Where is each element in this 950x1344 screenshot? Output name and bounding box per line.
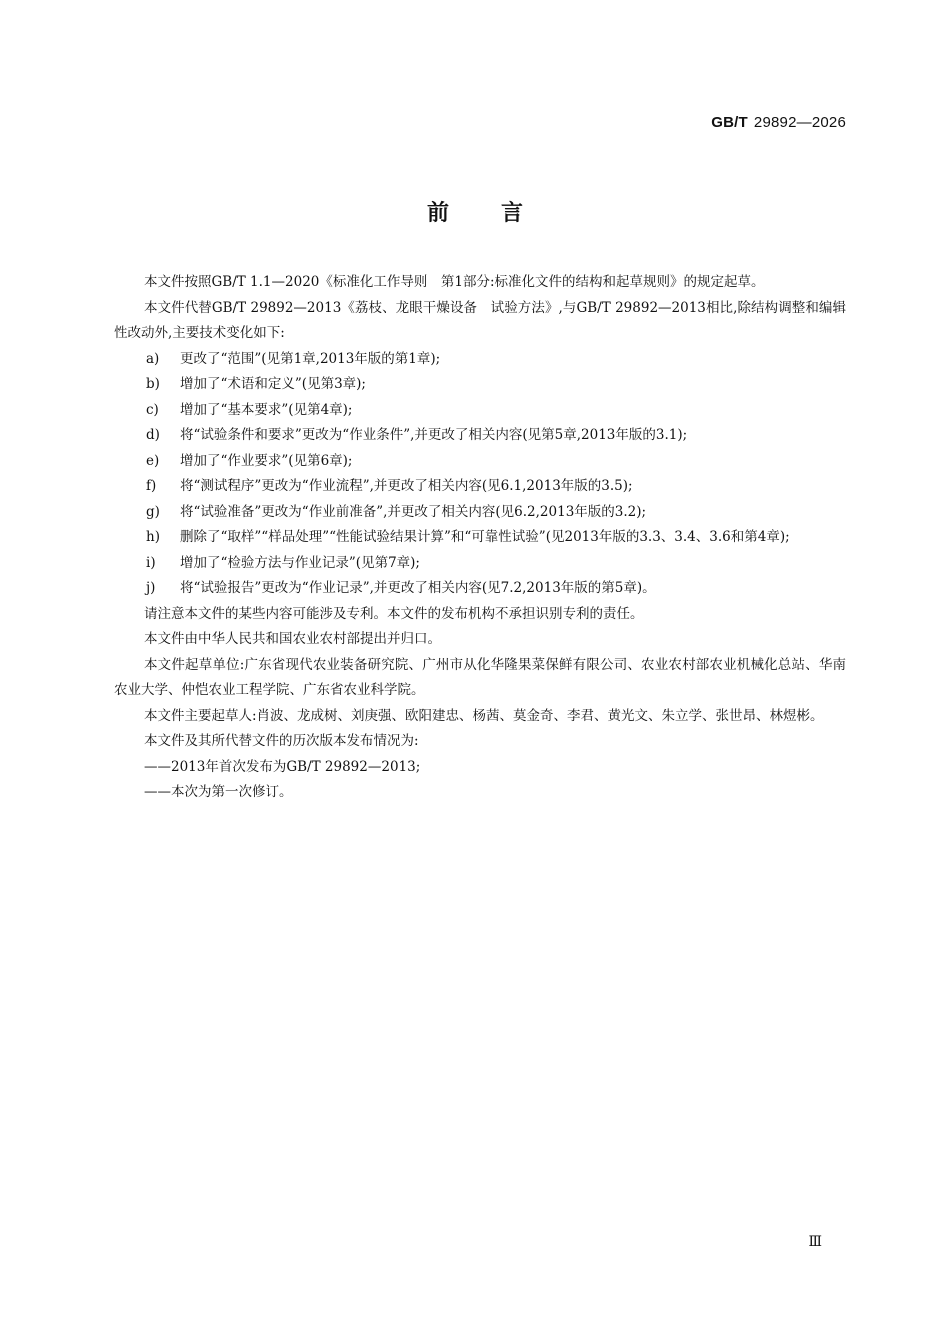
list-marker: j) xyxy=(146,580,156,596)
list-marker: i) xyxy=(146,554,156,571)
list-item xyxy=(114,372,846,398)
list-item xyxy=(114,398,846,424)
drafting-units: 本文件起草单位:广东省现代农业装备研究院、广州市从化华隆果菜保鲜有限公司、农业农村部农业机械化总站、华南农业大学、仲恺农业工程学院、广东省农业科学院。 xyxy=(114,656,846,698)
page-number: Ⅲ xyxy=(808,1234,822,1250)
list-item xyxy=(114,423,846,449)
standard-prefix: GB/T xyxy=(711,114,748,131)
list-item xyxy=(114,551,846,577)
list-text: 增加了“作业要求”(见第6章); xyxy=(180,452,353,469)
list-marker: e) xyxy=(146,452,160,469)
history-item: ——2013年首次发布为GB/T 29892—2013; xyxy=(144,758,421,775)
foreword-body xyxy=(114,270,846,806)
list-item xyxy=(114,500,846,526)
list-text: 增加了“基本要求”(见第4章); xyxy=(180,401,353,418)
list-marker: d) xyxy=(146,427,160,443)
proposer-statement: 本文件由中华人民共和国农业农村部提出并归口。 xyxy=(144,631,441,647)
list-marker: a) xyxy=(146,350,160,367)
list-marker: h) xyxy=(146,529,160,545)
list-item xyxy=(114,474,846,500)
list-item xyxy=(114,576,846,602)
list-marker: b) xyxy=(146,376,160,392)
list-text: 更改了“范围”(见第1章,2013年版的第1章); xyxy=(180,350,441,367)
list-text: 将“试验报告”更改为“作业记录”,并更改了相关内容(见7.2,2013年版的第5章)。 xyxy=(180,580,656,596)
list-marker: c) xyxy=(146,401,159,418)
list-item xyxy=(114,347,846,373)
standard-code: 29892—2026 xyxy=(753,114,846,131)
list-text: 增加了“检验方法与作业记录”(见第7章); xyxy=(180,554,420,571)
list-item xyxy=(114,449,846,475)
list-marker: f) xyxy=(146,478,157,494)
drafters: 本文件主要起草人:肖波、龙成树、刘庚强、欧阳建忠、杨茜、莫金奇、李君、黄光文、朱立学、张世昂、林煜彬。 xyxy=(144,707,824,724)
list-text: 将“试验准备”更改为“作业前准备”,并更改了相关内容(见6.2,2013年版的3.2); xyxy=(180,503,647,520)
list-text: 删除了“取样”“样品处理”“性能试验结果计算”和“可靠性试验”(见2013年版的3.3、3.4、3.6和第4章); xyxy=(180,529,790,545)
list-text: 将“试验条件和要求”更改为“作业条件”,并更改了相关内容(见第5章,2013年版的3.1); xyxy=(180,427,688,443)
history-item: ——本次为第一次修订。 xyxy=(144,784,293,800)
list-text: 增加了“术语和定义”(见第3章); xyxy=(180,376,366,392)
list-text: 将“测试程序”更改为“作业流程”,并更改了相关内容(见6.1,2013年版的3.5); xyxy=(180,478,633,494)
patent-notice: 请注意本文件的某些内容可能涉及专利。本文件的发布机构不承担识别专利的责任。 xyxy=(144,605,644,622)
intro-paragraph: 本文件按照GB/T 1.1—2020《标准化工作导则 第1部分:标准化文件的结构和起草规则》的规定起草。 xyxy=(144,274,765,290)
intro-paragraph: 本文件代替GB/T 29892—2013《荔枝、龙眼干燥设备 试验方法》,与GB/T 29892—2013相比,除结构调整和编辑性改动外,主要技术变化如下: xyxy=(114,299,846,341)
history-intro: 本文件及其所代替文件的历次版本发布情况为: xyxy=(144,733,419,749)
list-item xyxy=(114,525,846,551)
standard-number xyxy=(711,114,846,131)
list-marker: g) xyxy=(146,503,160,520)
page-title: 前言 xyxy=(426,201,575,226)
